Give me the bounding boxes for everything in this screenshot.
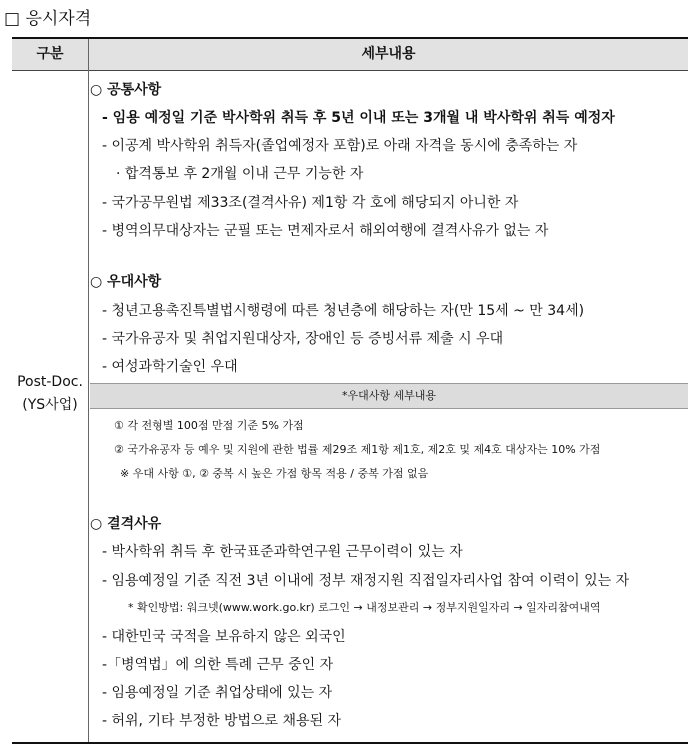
preference-item-3: - 여성과학기술인 우대 <box>102 359 238 375</box>
category-label-line2: (YS사업) <box>22 397 78 413</box>
disqualification-item-1: - 박사학위 취득 후 한국표준과학연구원 근무이력이 있는 자 <box>102 544 463 560</box>
preference-note: ※ 우대 사항 ①, ② 중복 시 높은 가점 항목 적용 / 중복 가점 없음 <box>120 467 429 480</box>
disqualification-item-4: -「병역법」에 의한 특례 근무 중인 자 <box>102 657 334 673</box>
details-header: 세부내용 <box>361 46 416 62</box>
category-label-line1: Post-Doc. <box>17 374 83 390</box>
eligibility-table <box>12 37 688 744</box>
common-item-1: - 임용 예정일 기준 박사학위 취득 후 5년 이내 또는 3개월 내 박사학위 취득 예정자 <box>102 110 615 126</box>
verification-method: * 확인방법: 워크넷(www.work.go.kr) 로그인 → 내정보관리 → 정부지원일자리 → 일자리참여내역 <box>128 601 601 614</box>
table-header <box>12 39 688 71</box>
preference-item-1: - 청년고용촉진특별법시행령에 따른 청년층에 해당하는 자(만 15세 ~ 만 34세) <box>102 303 585 319</box>
preference-detail-1: ① 각 전형별 100점 만점 기준 5% 가점 <box>114 419 304 432</box>
common-item-3: - 국가공무원법 제33조(결격사유) 제1항 각 호에 해당되지 아니한 자 <box>102 195 519 211</box>
preference-title: ○ 우대사항 <box>90 274 162 290</box>
column-divider <box>88 39 89 742</box>
disqualification-item-2: - 임용예정일 기준 직전 3년 이내에 정부 재정지원 직접일자리사업 참여 이력이 있는 자 <box>102 573 630 589</box>
category-header: 구분 <box>36 46 64 62</box>
disqualification-item-5: - 임용예정일 기준 취업상태에 있는 자 <box>102 685 333 701</box>
disqualification-title: ○ 결격사유 <box>90 516 162 532</box>
common-item-2: - 이공계 박사학위 취득자(졸업예정자 포함)로 아래 자격을 동시에 충족하는 자 <box>102 138 578 154</box>
disqualification-item-3: - 대한민국 국적을 보유하지 않은 외국인 <box>102 629 346 645</box>
disqualification-item-6: - 허위, 기타 부정한 방법으로 채용된 자 <box>102 713 342 729</box>
common-item-4: - 병역의무대상자는 군필 또는 면제자로서 해외여행에 결격사유가 없는 자 <box>102 223 549 239</box>
preference-detail-2: ② 국가유공자 등 예우 및 지원에 관한 법률 제29조 제1항 제1호, 제2호 및 제4호 대상자는 10% 가점 <box>114 443 601 456</box>
section-heading: □ 응시자격 <box>4 9 92 29</box>
category-cell <box>12 371 88 417</box>
preference-detail-box: *우대사항 세부내용 <box>90 383 688 409</box>
common-subitem: · 합격통보 후 2개월 이내 근무 기능한 자 <box>116 166 364 182</box>
preference-item-2: - 국가유공자 및 취업지원대상자, 장애인 등 증빙서류 제출 시 우대 <box>102 331 504 347</box>
common-title: ○ 공통사항 <box>90 82 162 98</box>
